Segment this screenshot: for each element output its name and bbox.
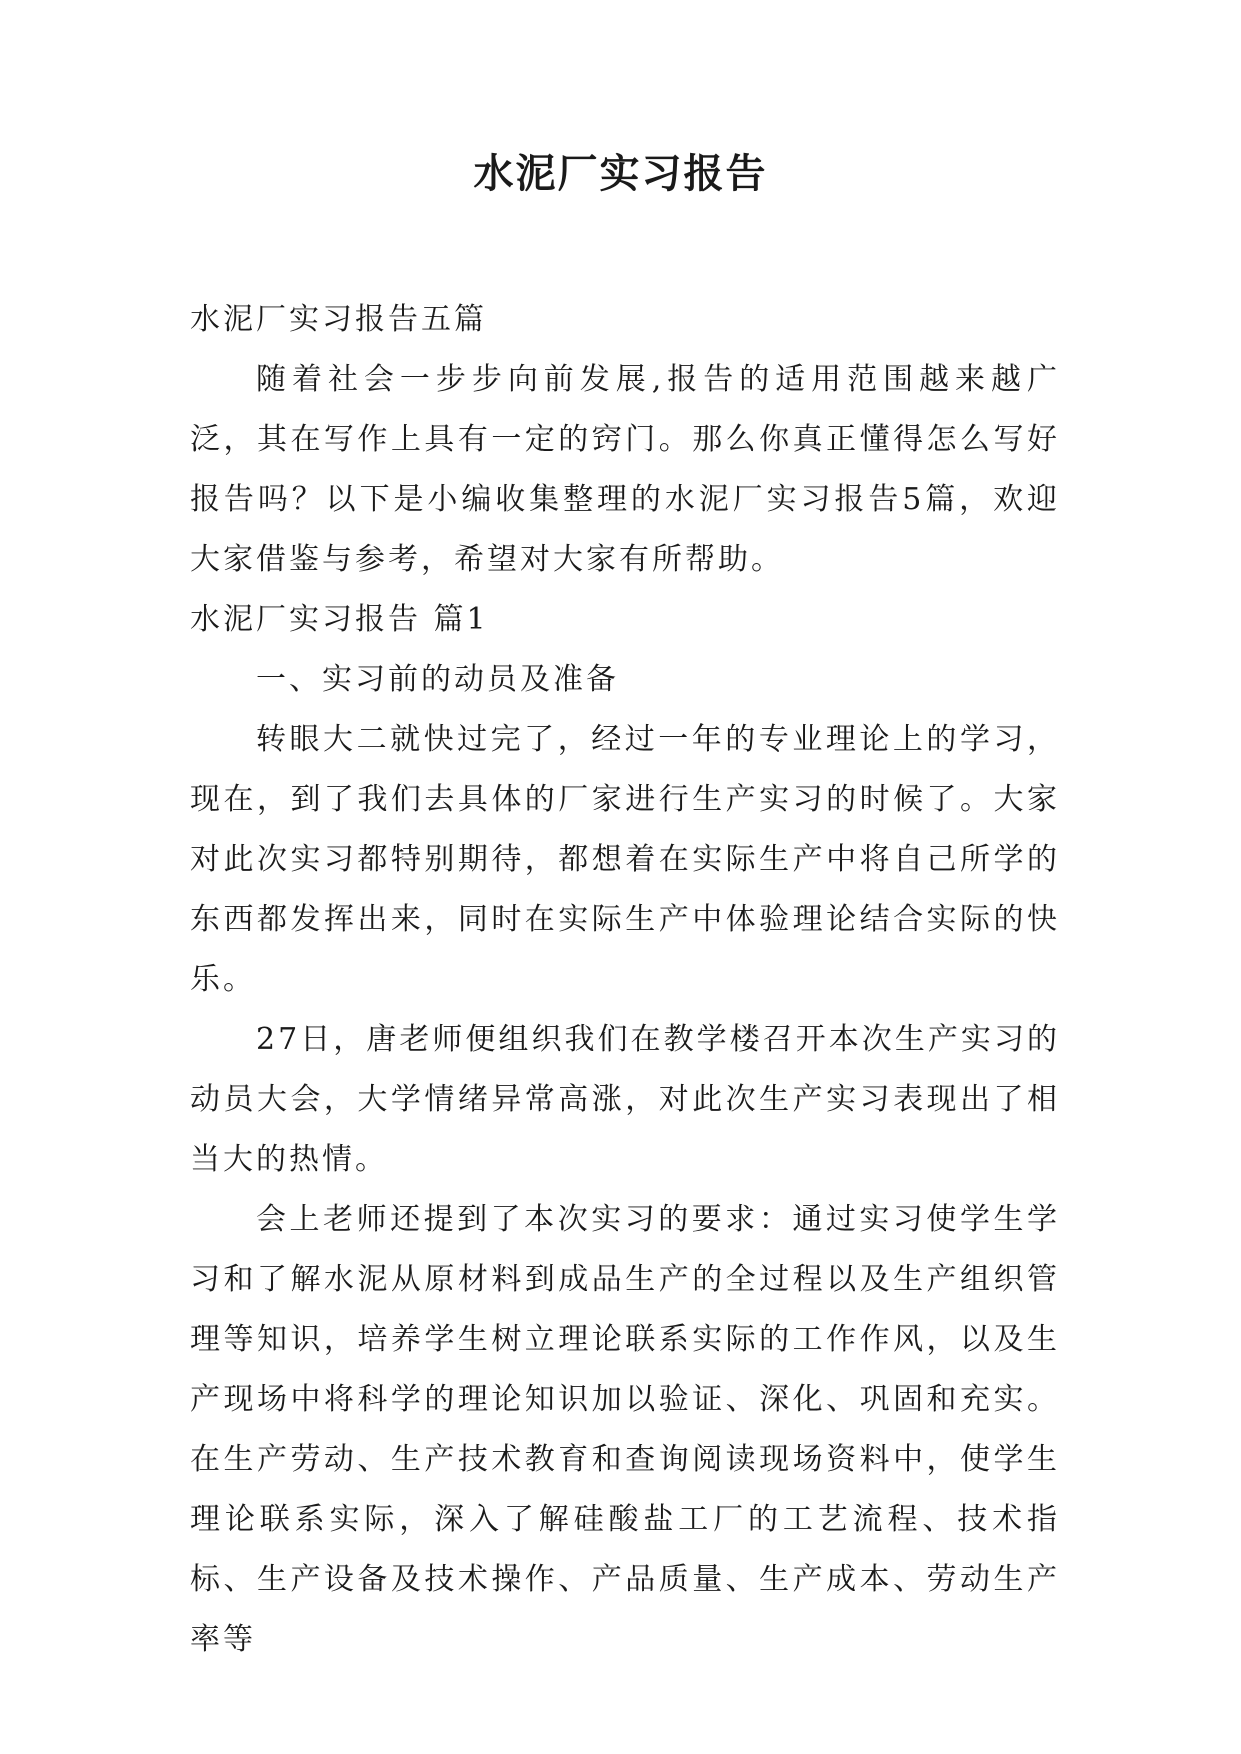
body-paragraph: 转眼大二就快过完了，经过一年的专业理论上的学习，现在，到了我们去具体的厂家进行生产实习的时候了。大家对此次实习都特别期待，都想着在实际生产中将自己所学的东西都发挥出来，同时在实际生产中体验理论结合实际的快乐。 [190, 722, 1060, 997]
section-heading: 一、实习前的动员及准备 [256, 662, 619, 697]
document-subtitle: 水泥厂实习报告五篇 [190, 302, 487, 337]
intro-paragraph: 随着社会一步步向前发展,报告的适用范围越来越广泛，其在写作上具有一定的窍门。那么你真正懂得怎么写好报告吗？以下是小编收集整理的水泥厂实习报告5篇，欢迎大家借鉴与参考，希望对大家有所帮助。 [190, 362, 1060, 577]
article-heading: 水泥厂实习报告 篇1 [190, 602, 489, 637]
body-paragraph: 会上老师还提到了本次实习的要求：通过实习使学生学习和了解水泥从原材料到成品生产的全过程以及生产组织管理等知识，培养学生树立理论联系实际的工作作风，以及生产现场中将科学的理论知识加以验证、深化、巩固和充实。在生产劳动、生产技术教育和查询阅读现场资料中，使学生理论联系实际，深入了解硅酸盐工厂的工艺流程、技术指标、生产设备及技术操作、产品质量、生产成本、劳动生产率等 [190, 1202, 1060, 1657]
document-body [190, 290, 1060, 1670]
document-title: 水泥厂实习报告 [473, 150, 768, 197]
body-paragraph: 27日，唐老师便组织我们在教学楼召开本次生产实习的动员大会，大学情绪异常高涨，对此次生产实习表现出了相当大的热情。 [190, 1022, 1060, 1177]
